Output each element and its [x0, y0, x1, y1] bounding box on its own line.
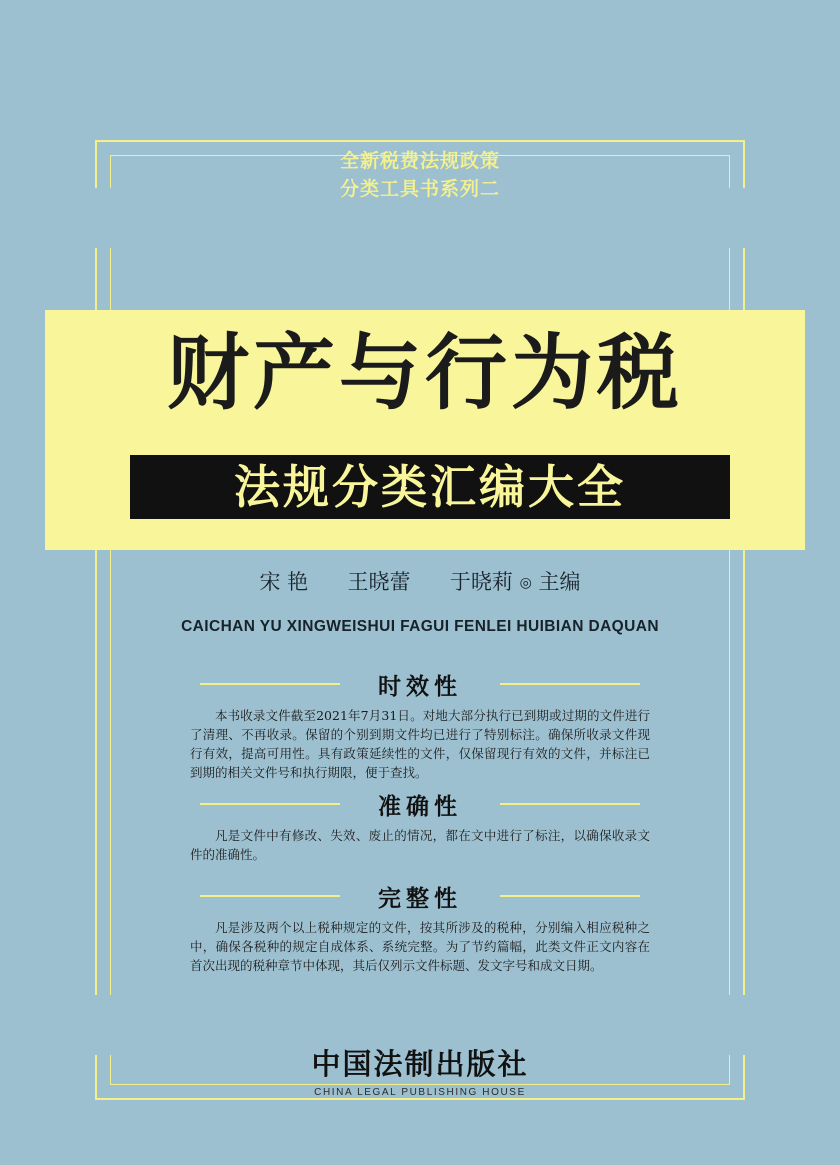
publisher-name-en: CHINA LEGAL PUBLISHING HOUSE: [314, 1087, 526, 1098]
feature-heading-2: [190, 788, 650, 818]
editor-mark-icon: ◎: [519, 575, 532, 591]
series-label: [0, 148, 840, 204]
author-1: 宋 艳: [259, 570, 309, 594]
series-line-2: 分类工具书系列二: [339, 179, 500, 200]
heading-rule-left: [200, 803, 340, 805]
author-3: 于晓莉: [449, 570, 513, 594]
book-title-main: 财产与行为税: [166, 326, 683, 421]
authors-line: [0, 566, 840, 596]
feature-heading-text-3: 完整性: [378, 885, 462, 912]
feature-section-2: [190, 788, 650, 864]
feature-body-1: 本书收录文件截至2021年7月31日。对地大部分执行已到期或过期的文件进行了清理、不再收录。保留的个别到期文件均已进行了特别标注。确保所收录文件现行有效，提高可用性。具有政策延续性的文件，仅保留现行有效的文件，并标注已到期的相关文件号和执行期限，便于查找。: [190, 708, 650, 780]
publisher-name-cn: 中国法制出版社: [311, 1047, 529, 1081]
feature-section-3: [190, 880, 650, 975]
feature-body-3: 凡是涉及两个以上税种规定的文件，按其所涉及的税种，分别编入相应税种之中，确保各税种的规定自成体系、系统完整。为了节约篇幅，此类文件正文内容在首次出现的税种章节中体现，其后仅列示文件标题、发文字号和成文日期。: [190, 920, 650, 973]
heading-rule-right: [500, 895, 640, 897]
publisher-block: [0, 1042, 840, 1098]
heading-rule-left: [200, 895, 340, 897]
feature-heading-1: [190, 668, 650, 698]
feature-heading-3: [190, 880, 650, 910]
heading-rule-left: [200, 683, 340, 685]
feature-heading-text-1: 时效性: [378, 673, 462, 700]
feature-section-1: [190, 668, 650, 782]
book-title-sub: 法规分类汇编大全: [234, 460, 626, 514]
heading-rule-right: [500, 803, 640, 805]
feature-heading-text-2: 准确性: [378, 793, 462, 820]
feature-body-2: 凡是文件中有修改、失效、废止的情况，都在文中进行了标注，以确保收录文件的准确性。: [190, 828, 650, 862]
editor-role: 主编: [538, 570, 581, 594]
heading-rule-right: [500, 683, 640, 685]
title-subtitle-band: [130, 455, 730, 519]
series-line-1: 全新税费法规政策: [339, 151, 500, 172]
author-2: 王晓蕾: [347, 570, 411, 594]
title-pinyin: CAICHAN YU XINGWEISHUI FAGUI FENLEI HUIBIAN DAQUAN: [181, 618, 659, 635]
